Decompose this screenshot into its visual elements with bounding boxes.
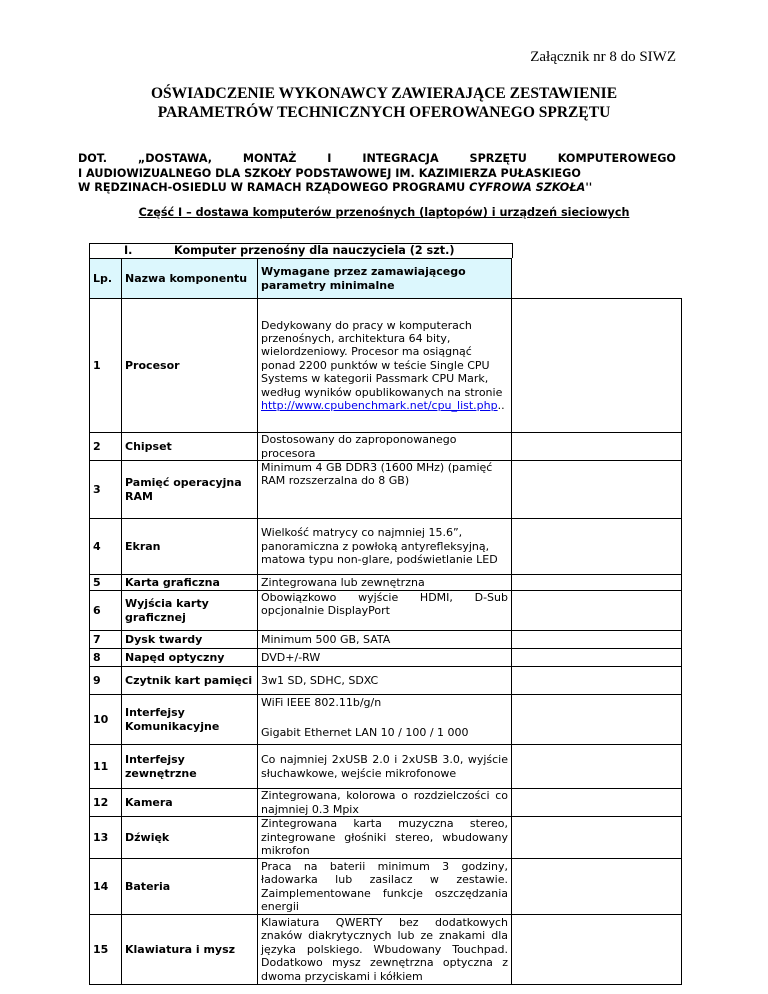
row-lp: 1: [90, 299, 122, 433]
section-title: Komputer przenośny dla nauczyciela (2 szt.): [174, 244, 455, 257]
subject-word: SPRZĘTU: [469, 152, 527, 165]
row-name: Wyjścia karty graficznej: [122, 591, 258, 631]
table-row: [90, 817, 682, 859]
title-line-2: PARAMETRÓW TECHNICZNYCH OFEROWANEGO SPRZĘTU: [157, 104, 611, 121]
row-lp: 10: [90, 695, 122, 745]
table-row: [90, 915, 682, 985]
table-header-row: [90, 259, 682, 299]
table-row: [90, 591, 682, 631]
row-offer-input[interactable]: [512, 433, 682, 461]
row-name: Dysk twardy: [122, 631, 258, 649]
row-name: Karta graficzna: [122, 575, 258, 591]
title-line-1: OŚWIADCZENIE WYKONAWCY ZAWIERAJĄCE ZESTAWIENIE: [150, 85, 618, 102]
row-lp: 5: [90, 575, 122, 591]
row-offer-input[interactable]: [512, 817, 682, 859]
row-offer-input[interactable]: [512, 667, 682, 695]
row-name: Kamera: [122, 789, 258, 817]
annex-label: Załącznik nr 8 do SIWZ: [530, 49, 676, 65]
lan-requirement: Gigabit Ethernet LAN 10 / 100 / 1 000: [261, 726, 469, 740]
row-name: Pamięć operacyjna RAM: [122, 461, 258, 519]
header-requirements: Wymagane przez zamawiającego parametry minimalne: [258, 259, 512, 299]
row-lp: 2: [90, 433, 122, 461]
subject-line-3: W RĘDZINACH-OSIEDLU W RAMACH RZĄDOWEGO PROGRAMU CYFROWA SZKOŁA'': [78, 181, 593, 194]
table-row: [90, 299, 682, 433]
document-title: [0, 84, 768, 122]
wifi-requirement: WiFi IEEE 802.11b/g/n: [261, 696, 382, 709]
table-row: [90, 649, 682, 667]
row-offer-input[interactable]: [512, 745, 682, 789]
subject-word: INTEGRACJA: [362, 152, 439, 165]
row-name: Bateria: [122, 859, 258, 915]
subject-line-2: I AUDIOWIZUALNEGO DLA SZKOŁY PODSTAWOWEJ IM. KAZIMIERZA PUŁASKIEGO: [78, 166, 581, 180]
table-row: [90, 461, 682, 519]
row-lp: 12: [90, 789, 122, 817]
row-lp: 14: [90, 859, 122, 915]
row-name: Procesor: [122, 299, 258, 433]
subject-word: „DOSTAWA,: [137, 152, 212, 165]
row-name: Klawiatura i mysz: [122, 915, 258, 985]
row-offer-input[interactable]: [512, 591, 682, 631]
row-name: Napęd optyczny: [122, 649, 258, 667]
header-lp: Lp.: [90, 259, 122, 299]
row-requirements: Co najmniej 2xUSB 2.0 i 2xUSB 3.0, wyjście słuchawkowe, wejście mikrofonowe: [258, 745, 512, 789]
header-name: Nazwa komponentu: [122, 259, 258, 299]
row-requirements: Dedykowany do pracy w komputerach przenośnych, architektura 64 bity, wielordzeniowy. Procesor ma osiągnąć ponad 2200 punktów w teście Single CPU Systems w kategorii Passmark CPU Mark, według wyników opublikowanych na stronie http://www.cpubenchmark.net/cpu_list.php..: [258, 299, 512, 433]
subject-word: KOMPUTEROWEGO: [557, 152, 676, 165]
row-lp: 11: [90, 745, 122, 789]
subject-word: DOT.: [78, 152, 107, 165]
row-requirements: Zintegrowana, kolorowa o rozdzielczości co najmniej 0.3 Mpix: [258, 789, 512, 817]
row-name: Ekran: [122, 519, 258, 575]
subject-block: [78, 152, 676, 196]
row-offer-input[interactable]: [512, 695, 682, 745]
part-heading: Część I – dostawa komputerów przenośnych (laptopów) i urządzeń sieciowych: [138, 206, 630, 219]
table-row: [90, 745, 682, 789]
row-offer-input[interactable]: [512, 789, 682, 817]
row-name: Dźwięk: [122, 817, 258, 859]
row-requirements: Obowiązkowo wyjście HDMI, D-Sub opcjonalnie DisplayPort: [258, 591, 512, 631]
header-offer-cell: [512, 259, 682, 299]
row-offer-input[interactable]: [512, 915, 682, 985]
row-offer-input[interactable]: [512, 575, 682, 591]
row-lp: 3: [90, 461, 122, 519]
table-row: [90, 695, 682, 745]
row-offer-input[interactable]: [512, 649, 682, 667]
table-row: [90, 631, 682, 649]
row-requirements: Zintegrowana karta muzyczna stereo, zintegrowane głośniki stereo, wbudowany mikrofon: [258, 817, 512, 859]
section-header: [89, 243, 513, 258]
row-name: Chipset: [122, 433, 258, 461]
row-requirements: Zintegrowana lub zewnętrzna: [258, 575, 512, 591]
subject-word: MONTAŻ: [242, 152, 297, 165]
row-requirements: Minimum 500 GB, SATA: [258, 631, 512, 649]
row-requirements: Wielkość matrycy co najmniej 15.6”, panoramiczna z powłoką antyrefleksyjną, matowa typu non-glare, podświetlanie LED: [258, 519, 512, 575]
row-lp: 4: [90, 519, 122, 575]
row-requirements: Klawiatura QWERTY bez dodatkowych znaków diakrytycznych lub ze znakami dla języka polskiego. Wbudowany Touchpad. Dodatkowo mysz zewnętrzna optyczna z dwoma przyciskami i kółkiem: [258, 915, 512, 985]
table-row: [90, 519, 682, 575]
row-requirements: Dostosowany do zaproponowanego procesora: [258, 433, 512, 461]
specification-table: [89, 258, 682, 985]
row-offer-input[interactable]: [512, 631, 682, 649]
subject-line-1: [78, 152, 676, 167]
table-row: [90, 789, 682, 817]
row-lp: 15: [90, 915, 122, 985]
row-offer-input[interactable]: [512, 519, 682, 575]
row-lp: 13: [90, 817, 122, 859]
table-row: [90, 859, 682, 915]
row-name: Czytnik kart pamięci: [122, 667, 258, 695]
section-number: I.: [124, 244, 133, 257]
row-requirements: DVD+/-RW: [258, 649, 512, 667]
row-lp: 6: [90, 591, 122, 631]
subject-word: I: [327, 152, 332, 165]
table-row: [90, 575, 682, 591]
table-row: [90, 667, 682, 695]
table-row: [90, 433, 682, 461]
row-name: Interfejsy Komunikacyjne: [122, 695, 258, 745]
row-offer-input[interactable]: [512, 461, 682, 519]
row-requirements: Minimum 4 GB DDR3 (1600 MHz) (pamięć RAM rozszerzalna do 8 GB): [258, 461, 512, 519]
row-requirements: [258, 695, 512, 745]
row-requirements: 3w1 SD, SDHC, SDXC: [258, 667, 512, 695]
row-requirements: Praca na baterii minimum 3 godziny, ładowarka lub zasilacz w zestawie. Zaimplementowane funkcje oszczędzania energii: [258, 859, 512, 915]
row-lp: 8: [90, 649, 122, 667]
row-lp: 9: [90, 667, 122, 695]
passmark-link[interactable]: http://www.cpubenchmark.net/cpu_list.php: [261, 399, 498, 413]
row-offer-input[interactable]: [512, 299, 682, 433]
row-lp: 7: [90, 631, 122, 649]
row-name: Interfejsy zewnętrzne: [122, 745, 258, 789]
row-offer-input[interactable]: [512, 859, 682, 915]
